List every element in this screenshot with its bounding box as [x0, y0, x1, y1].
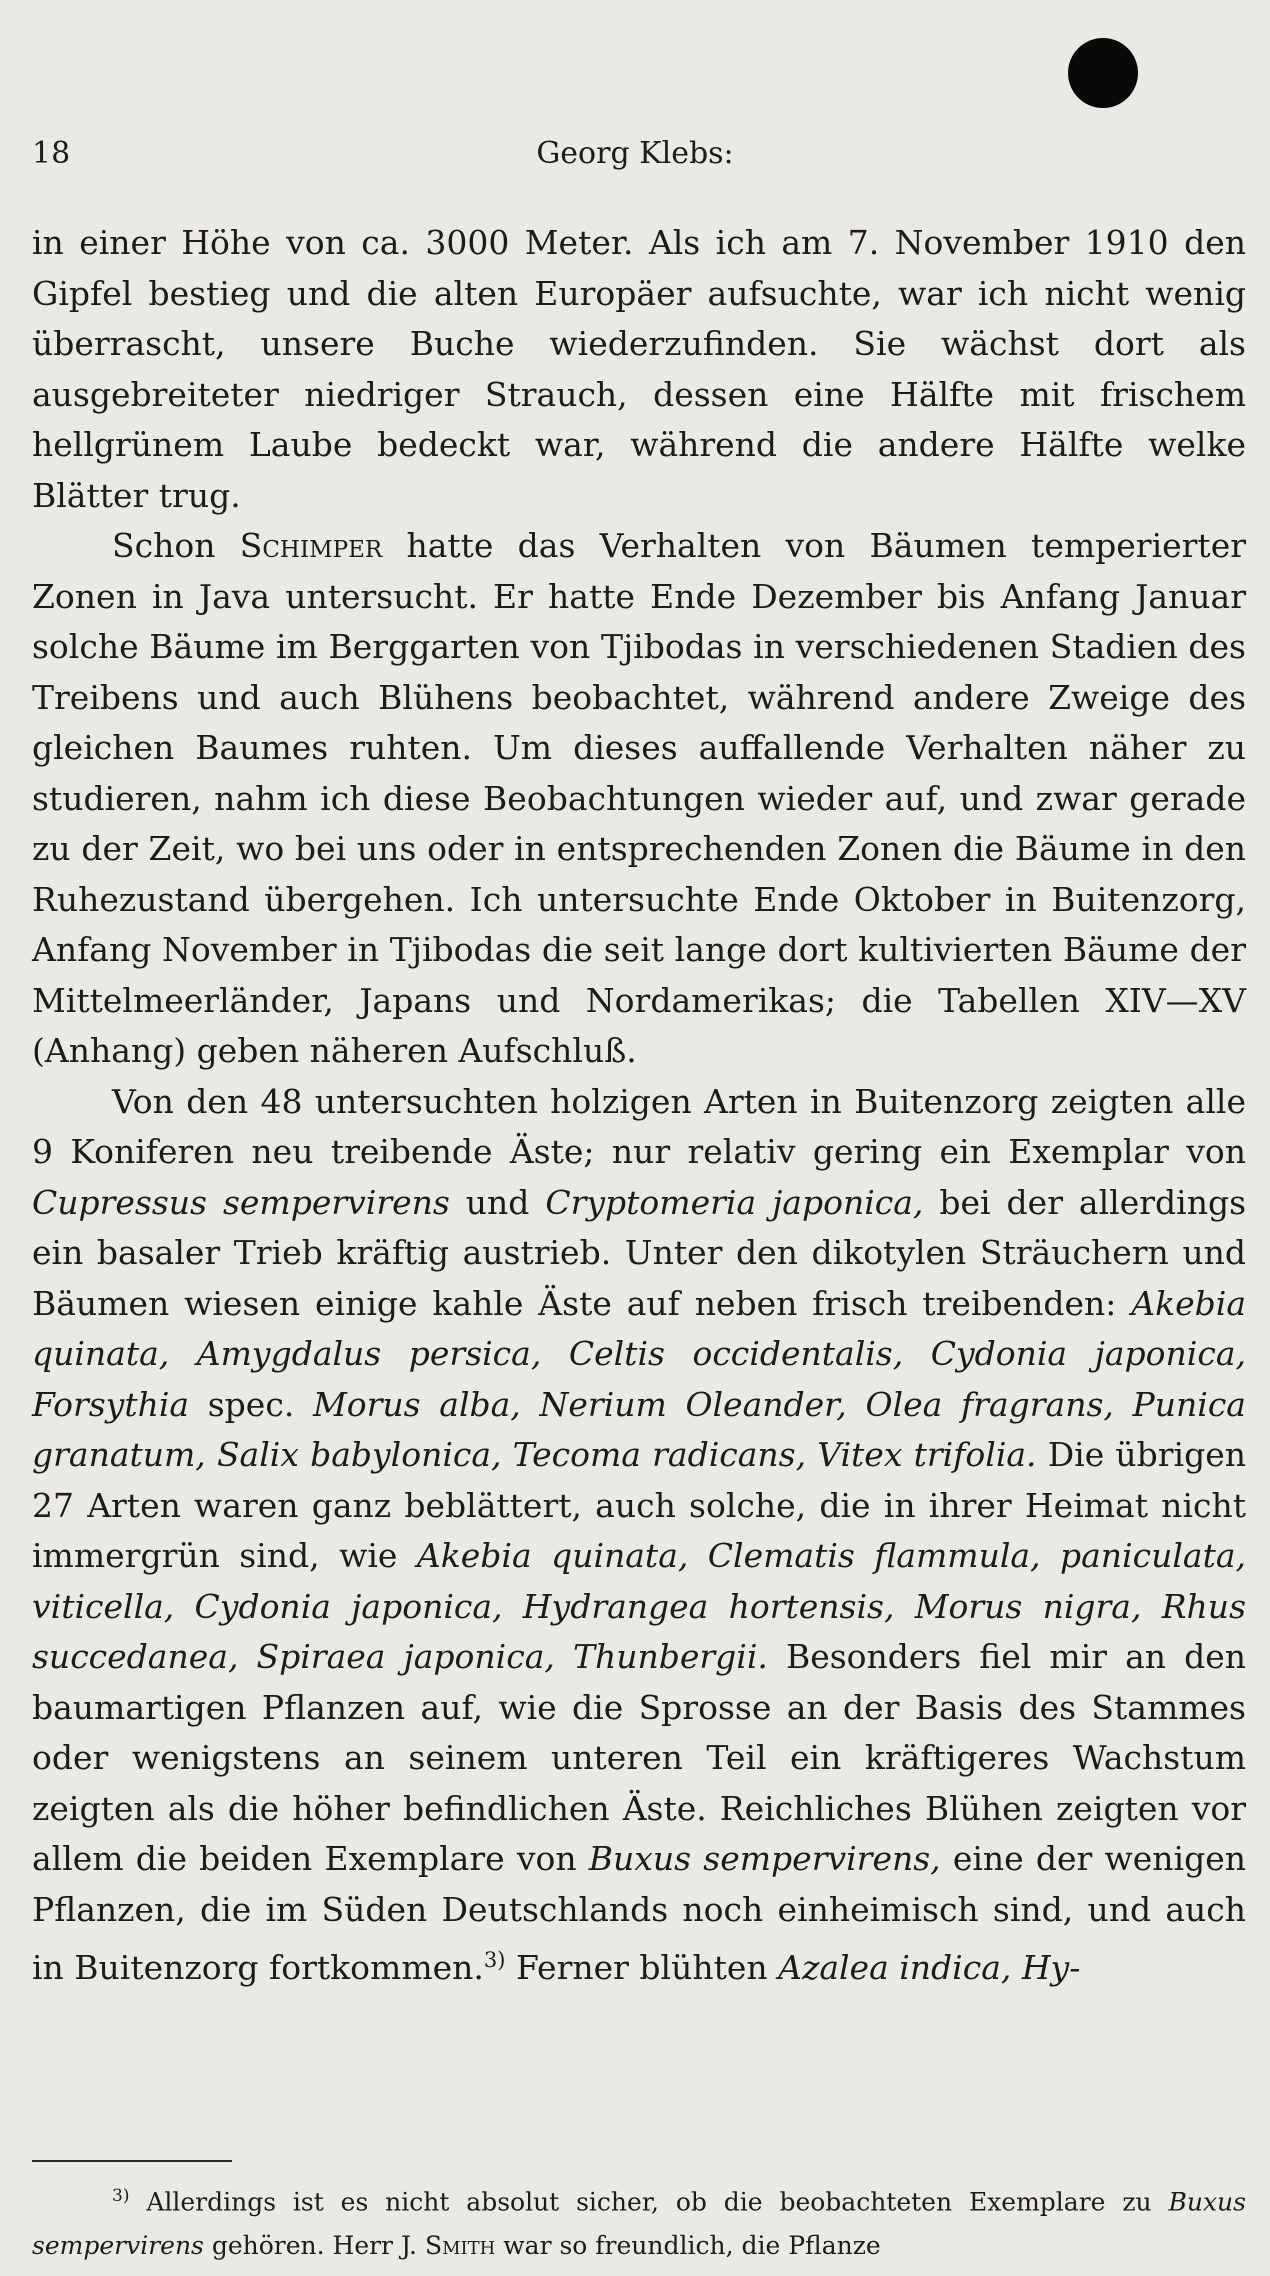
text-run: war so freundlich, die Pflanze [495, 2231, 881, 2261]
text-run: Besonders fiel mir an den baumartigen Pflanzen auf, wie die Sprosse an der Basis des Stammes oder wenigstens an seinem unteren Teil ein kräftigeres Wachstum zeigten als die höher befindlichen Äste. Reichliches Blühen zeigten vor allem die beiden Exemplare von [32, 1637, 1247, 1878]
text-run: in einer Höhe von ca. 3000 Meter. Als ich am 7. November 1910 den Gipfel bestieg und die alten Europäer aufsuchte, war ich nicht wenig überrascht, unsere Buche wiederzufinden. Sie wächst dort als ausgebreiteter niedriger Strauch, dessen eine Hälfte mit frischem hellgrünem Laube bedeckt war, während die andere Hälfte welke Blätter trug. [32, 223, 1246, 515]
small-caps-name: Smith [424, 2231, 496, 2261]
italic-text: Morus alba, Nerium Oleander, Olea fragrans, Punica granatum, Salix babylonica, Tecoma radicans, Vitex trifolia. [32, 1384, 1246, 1474]
text-run: Ferner blühten [505, 1948, 779, 1987]
binding-hole [1068, 38, 1138, 108]
italic-text: Cupressus sempervirens [32, 1182, 450, 1222]
footnote-text [32, 2174, 1246, 2268]
footnote [32, 2174, 1246, 2268]
paragraph [32, 521, 1246, 1077]
italic-text: Akebia quinata, Amygdalus persica, Celtis occidentalis, Cydonia japonica, Forsythia [32, 1283, 1246, 1424]
italic-text: Buxus sempervirens, [588, 1839, 941, 1878]
text-run: und [449, 1182, 546, 1222]
page-number: 18 [32, 136, 71, 171]
italic-text: Azalea indica, Hy- [778, 1948, 1081, 1987]
paragraph [32, 218, 1246, 521]
italic-text: Buxus sempervirens [32, 2187, 1246, 2261]
small-caps-name: Schimper [239, 526, 383, 565]
text-run: gehören. Herr J. [203, 2231, 425, 2261]
footnote-marker: 3) [112, 2186, 130, 2206]
body-text [32, 218, 1246, 1994]
page-header [32, 136, 1238, 176]
text-run: spec. [189, 1384, 313, 1424]
text-run: Allerdings ist es nicht absolut sicher, ob die beobachteten Exemplare zu [129, 2187, 1169, 2217]
text-run: Schon [112, 526, 240, 565]
italic-text: Akebia quinata, Clematis flammula, paniculata, viticella, Cydonia japonica, Hydrangea hortensis, Morus nigra, Rhus succedanea, Spiraea japonica, Thunbergii. [32, 1536, 1246, 1676]
footnote-marker: 3) [483, 1948, 506, 1972]
italic-text: Cryptomeria japonica, [545, 1182, 924, 1222]
paragraph [32, 1077, 1246, 1994]
text-run: eine der wenigen Pflanzen, die im Süden Deutschlands noch einheimisch sind, und auch in Buitenzorg fortkommen. [32, 1839, 1246, 1987]
running-head: Georg Klebs: [536, 136, 734, 171]
text-run: bei der allerdings ein basaler Trieb kräftig austrieb. Unter den dikotylen Sträuchern und Bäumen wiesen einige kahle Äste auf neben frisch treibenden: [32, 1182, 1247, 1323]
text-run: Die übrigen 27 Arten waren ganz beblättert, auch solche, die in ihrer Heimat nicht immergrün sind, wie [32, 1435, 1246, 1575]
text-run: hatte das Verhalten von Bäumen temperierter Zonen in Java untersucht. Er hatte Ende Dezember bis Anfang Januar solche Bäume im Berggarten von Tjibodas in verschiedenen Stadien des Treibens und auch Blühens beobachtet, während andere Zweige des gleichen Baumes ruhten. Um dieses auffallende Verhalten näher zu studieren, nahm ich diese Beobachtungen wieder auf, und zwar gerade zu der Zeit, wo bei uns oder in entsprechenden Zonen die Bäume in den Ruhezustand übergehen. Ich untersuchte Ende Oktober in Buitenzorg, Anfang November in Tjibodas die seit lange dort kultivierten Bäume der Mittelmeerländer, Japans und Nordamerikas; die Tabellen XIV—XV (Anhang) geben näheren Aufschluß. [32, 526, 1246, 1070]
text-run: Von den 48 untersuchten holzigen Arten in Buitenzorg zeigten alle 9 Koniferen neu treibende Äste; nur relativ gering ein Exemplar von [32, 1081, 1246, 1171]
footnote-divider [32, 2160, 232, 2162]
